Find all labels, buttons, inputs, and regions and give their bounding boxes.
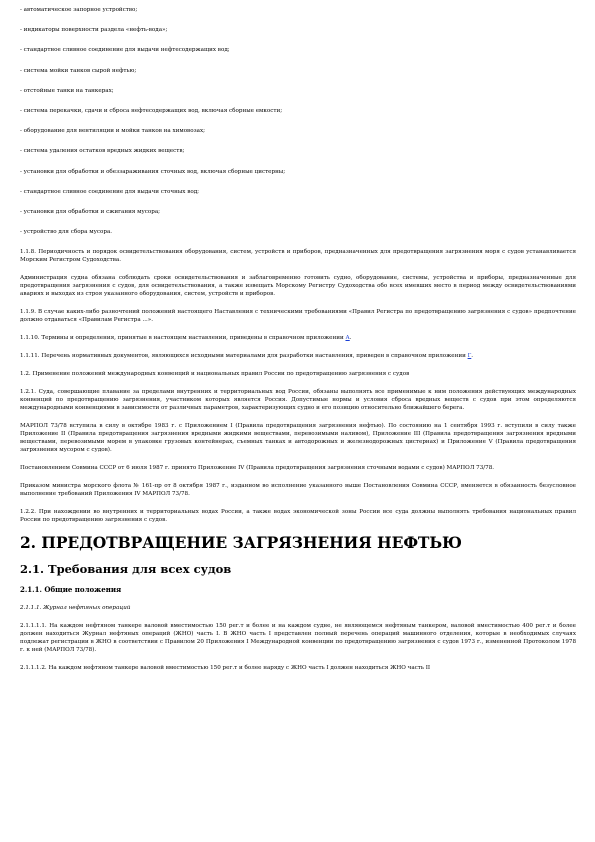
paragraph-1-1-8: 1.1.8. Периодичность и порядок освидетельствования оборудования, систем, устройств и приборов, предназначенных для предотвращения загрязнения моря с судов устанавливается Морским Регистром Судоходства. <box>20 249 576 264</box>
paragraph-marpol: МАРПОЛ 73/78 вступила в силу в октябре 1983 г. с Приложением I (Правила предотвращения загрязнения нефтью). По состоянию на 1 сентября 1993 г. вступили в силу также Приложение II (Правила предотвращения загрязнения вредными жидкими веществами, перевозимыми наливом), Приложение III (Правила предотвращения загрязнения вредными веществами, перевозимыми морем в упаковке грузовых контейнерах, съемных танках и автодорожных и железнодорожных цистернах) и Приложение V (Правила предотвращения загрязнения мусором с судов). <box>20 423 576 454</box>
list-item: - автоматическое запорное устройство; <box>20 7 138 13</box>
list-item: - устройство для сбора мусора. <box>20 229 113 236</box>
paragraph-prikaz: Приказом министра морского флота № 161-пр от 8 октября 1987 г., изданном во исполнение указанного выше Постановления Совмина СССР, вменяется в обязанность безусловное выполнение требований Приложения IV МАРПОЛ 73/78. <box>20 483 576 498</box>
list-item: - система удаления остатков вредных жидких веществ; <box>20 148 185 155</box>
list-item: - отстойные танки на танкерах; <box>20 87 114 94</box>
paragraph-text: 1.1.11. Перечень нормативных документов, являющихся исходными материалами для разработки наставления, приведен в справочном приложении <box>20 353 468 360</box>
list-item: - оборудование для вентиляции и мойки танков на химовозах; <box>20 128 206 135</box>
list-item: - система мойки танков сырой нефтью; <box>20 67 137 74</box>
equipment-bullet-list <box>20 6 576 236</box>
subsection-title-1-2: 1.2. Применение положений международных конвенций и национальных правил России по предотвращению загрязнения с судов <box>20 371 410 378</box>
list-item: - стандартное сливное соединение для выдачи нефтесодержащих вод; <box>20 47 230 54</box>
paragraph-2-1-1-1-2: 2.1.1.1.2. На каждом нефтяном танкере валовой вместимостью 150 рег.т и более наряду с ЖНО часть I должен находиться ЖНО часть II <box>20 665 431 672</box>
appendix-a-link[interactable]: А <box>345 335 350 342</box>
document-page <box>20 6 576 682</box>
paragraph-1-1-11 <box>20 352 576 360</box>
paragraph-text: 1.1.10. Термины и определения, принятые в настоящем наставлении, приведены в справочном приложении <box>20 335 346 342</box>
list-item: - система перекачки, сдачи и сброса нефтесодержащих вод, включая сборные емкости; <box>20 107 283 114</box>
paragraph-2-1-1-1-1: 2.1.1.1.1. На каждом нефтяном танкере валовой вместимостью 150 рег.т и более и на каждом судне, не являющемся нефтяным танкером, валовой вместимостью 400 рег.т и более должен находиться Журнал нефтяных операций (ЖНО) часть I. В ЖНО часть I представлен полный перечень операций машинного отделения, которые в необходимых случаях подлежат регистрации в ЖНО в соответствии с Правилом 20 Приложения I Международной конвенции по предотвращению загрязнения с судов 1973 г., измененной Протоколом 1978 г. к ней (МАРПОЛ 73/78). <box>20 623 576 654</box>
list-item: - установки для обработки и обеззараживания сточных вод, включая сборные цистерны; <box>20 168 286 175</box>
paragraph-1-2-2: 1.2.2. При нахождении во внутренних и территориальных водах России, а также водах экономической зоны России все суда должны выполнять требования национальных правил России по предотвращению загрязнения с судов. <box>20 509 576 524</box>
paragraph-1-1-9: 1.1.9. В случае каких-либо разночтений положений настоящего Наставления с техническими требованиями «Правил Регистра по предотвращению загрязнения с судов» предпочтение должно отдаваться «Правилам Регистра ...». <box>20 309 576 324</box>
list-item: - стандартное сливное соединение для выдачи сточных вод; <box>20 188 200 195</box>
subsubsection-heading: 2.1.1. Общие положения <box>20 585 122 595</box>
paragraph-text: . <box>471 353 474 360</box>
list-item: - индикаторы поверхности раздела «нефть-вода»; <box>20 27 168 34</box>
paragraph-1-1-10 <box>20 334 576 342</box>
paragraph-1-2-1: 1.2.1. Суда, совершающие плавание за пределами внутренних и территориальных вод России, обязаны выполнять все применимые к ним положения действующих международных конвенций по предотвращению загрязнения, участником которых является Россия. Допустимые нормы и условия сброса вредных веществ с судов при этом определяются международными конвенциями в зависимости от различных параметров, характеризующих судно и его позицию относительно ближайшего берега. <box>20 389 576 412</box>
subsection-heading: 2.1. Требования для всех судов <box>20 562 232 577</box>
clause-title-2-1-1-1: 2.1.1.1. Журнал нефтяных операций <box>20 605 131 612</box>
paragraph-postanovlenie: Постановлением Совмина СССР от 6 июля 1987 г. принято Приложение IV (Правила предотвращения загрязнения сточными водами с судов) МАРПОЛ 73/78. <box>20 465 495 472</box>
section-heading: 2. ПРЕДОТВРАЩЕНИЕ ЗАГРЯЗНЕНИЯ НЕФТЬЮ <box>20 533 462 553</box>
appendix-g-link[interactable]: Г <box>467 353 472 360</box>
list-item: - установки для обработки и сжигания мусора; <box>20 208 161 215</box>
paragraph-administration: Администрация судна обязана соблюдать сроки освидетельствования и заблаговременно готовить судно, оборудование, системы, устройства и приборы, предназначенные для предотвращения загрязнения с судов, для освидетельствования, а также извещать Морскому Регистру Судоходства обо всех имевших место в период между освидетельствованиями авариях и выходах из строя указанного оборудования, систем, устройств и приборов. <box>20 275 576 298</box>
paragraph-text: . <box>349 335 352 342</box>
